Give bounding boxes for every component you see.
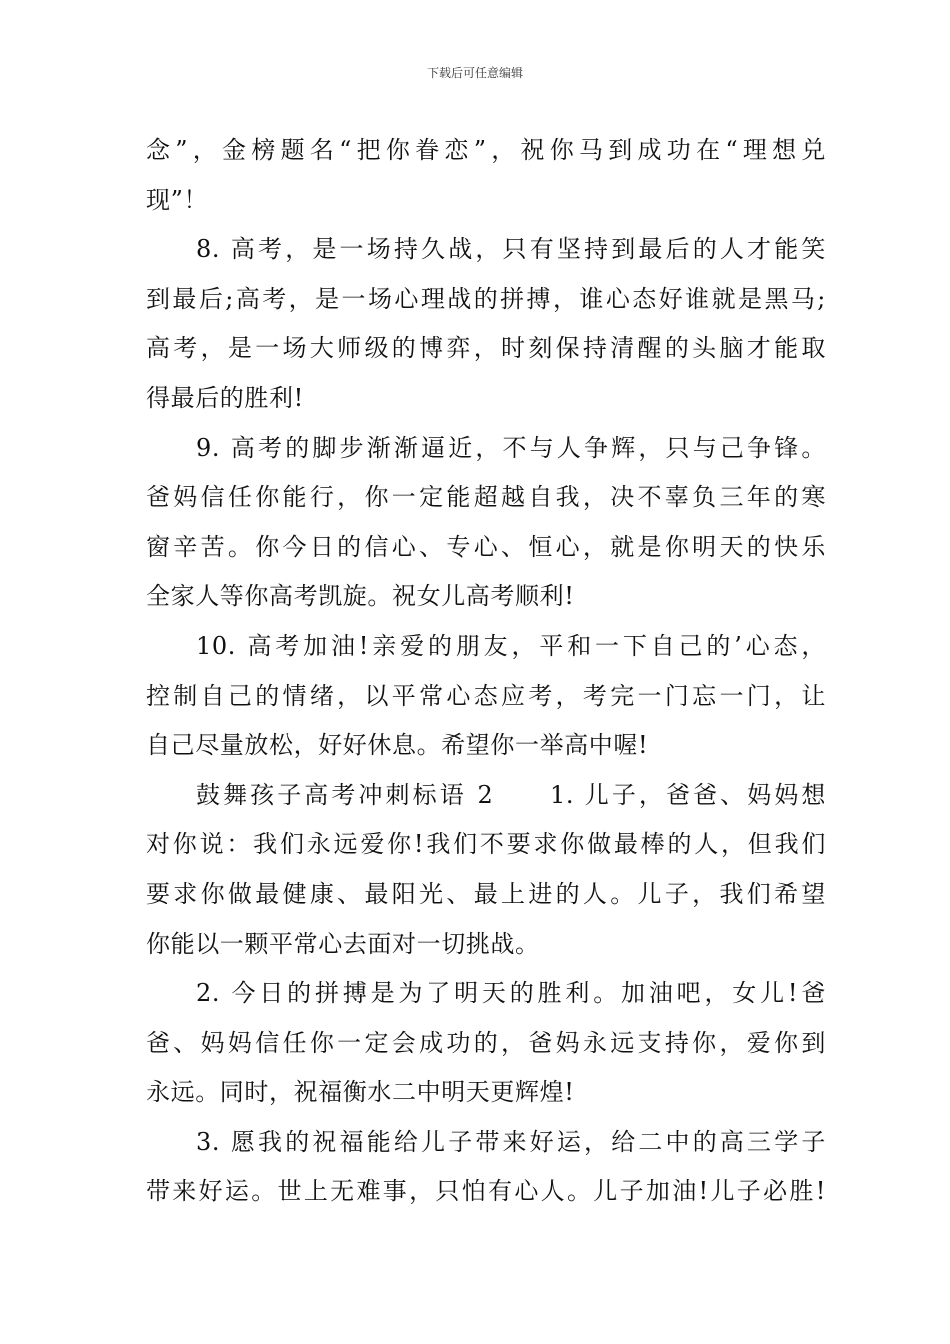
text-line: 爸、妈妈信任你一定会成功的，爸妈永远支持你，爱你到: [146, 1028, 826, 1057]
paragraph-2-start: 2. 今日的拼搏是为了明天的胜利。加油吧，女儿!爸: [196, 979, 826, 1008]
text-line: 带来好运。世上无难事，只怕有心人。儿子加油!儿子必胜!: [146, 1177, 826, 1206]
text-line: 爸妈信任你能行，你一定能超越自我，决不辜负三年的寒: [146, 483, 826, 512]
text-line: 念”，金榜题名“把你眷恋”，祝你马到成功在“理想兑: [146, 136, 826, 164]
text-line: 对你说：我们永远爱你!我们不要求你做最棒的人，但我们: [146, 830, 826, 859]
document-body: [146, 126, 826, 1217]
text-line: 控制自己的情绪，以平常心态应考，考完一门忘一门，让: [146, 681, 826, 710]
text-line: 现”！: [146, 185, 209, 214]
paragraph-10-start: 10. 高考加油!亲爱的朋友，平和一下自己的’心态，: [196, 631, 826, 660]
text-line: 要求你做最健康、最阳光、最上进的人。儿子，我们希望: [146, 879, 826, 908]
page-header-note: 下载后可任意编辑: [426, 66, 523, 80]
paragraph-8-start: 8. 高考，是一场持久战，只有坚持到最后的人才能笑: [196, 235, 826, 264]
text-line: 得最后的胜利!: [146, 383, 304, 412]
text-line: 高考，是一场大师级的博弈，时刻保持清醒的头脑才能取: [146, 334, 826, 363]
text-line: 自己尽量放松，好好休息。希望你一举高中喔!: [146, 731, 649, 760]
text-line: 永远。同时，祝福衡水二中明天更辉煌!: [146, 1078, 575, 1107]
text-line: 到最后;高考，是一场心理战的拼搏，谁心态好谁就是黑马;: [146, 284, 826, 313]
paragraph-9-start: 9. 高考的脚步渐渐逼近，不与人争辉，只与己争锋。: [196, 433, 826, 462]
text-line: 全家人等你高考凯旋。祝女儿高考顺利!: [146, 582, 575, 611]
text-line: 窗辛苦。你今日的信心、专心、恒心，就是你明天的快乐: [146, 532, 826, 561]
section-heading-line: 鼓舞孩子高考冲刺标语 2 1. 儿子，爸爸、妈妈想: [196, 780, 826, 809]
paragraph-3-start: 3. 愿我的祝福能给儿子带来好运，给二中的高三学子: [196, 1127, 826, 1156]
text-line: 你能以一颗平常心去面对一切挑战。: [146, 929, 540, 958]
